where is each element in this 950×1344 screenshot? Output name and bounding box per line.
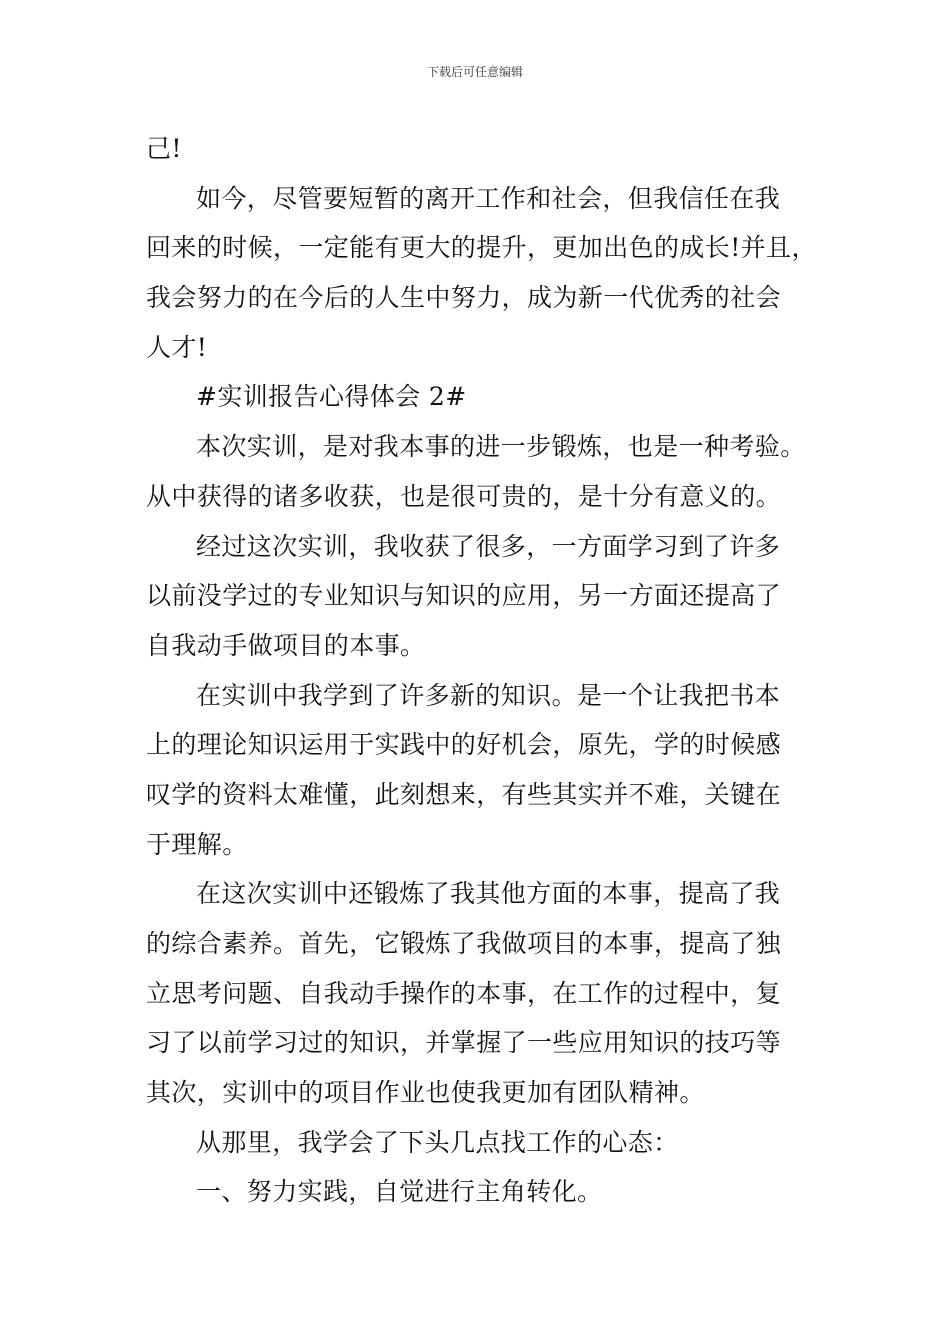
text-line: 回来的时候，一定能有更大的提升，更加出色的成长!并且，	[146, 233, 817, 263]
text-line: 自我动手做项目的本事。	[146, 630, 426, 660]
text-line: 己!	[146, 134, 182, 163]
text-line: 我会努力的在今后的人生中努力，成为新一代优秀的社会	[146, 283, 782, 313]
text-line: 从那里，我学会了下头几点找工作的心态：	[196, 1127, 679, 1157]
text-line: 的综合素养。首先，它锻炼了我做项目的本事，提高了独	[146, 929, 782, 958]
text-line: 其次，实训中的项目作业也使我更加有团队精神。	[146, 1078, 705, 1108]
text-line: 人才!	[146, 332, 208, 362]
text-line: 上的理论知识运用于实践中的好机会，原先，学的时候感	[146, 730, 782, 760]
text-line: 经过这次实训，我收获了很多，一方面学习到了许多	[196, 531, 781, 561]
text-line: 习了以前学习过的知识，并掌握了一些应用知识的技巧等	[146, 1028, 782, 1058]
text-line: 一、努力实践，自觉进行主角转化。	[196, 1177, 603, 1207]
text-line: 从中获得的诸多收获，也是很可贵的，是十分有意义的。	[146, 481, 782, 511]
text-line: 叹学的资料太难懂，此刻想来，有些其实并不难，关键在	[146, 779, 782, 809]
document-body	[146, 124, 826, 1217]
text-line: 于理解。	[146, 829, 248, 859]
section-heading: #实训报告心得体会 2#	[196, 382, 467, 412]
text-line: 立思考问题、自我动手操作的本事，在工作的过程中，复	[146, 978, 782, 1008]
text-line: 如今，尽管要短暂的离开工作和社会，但我信任在我	[196, 183, 781, 213]
text-line: 本次实训，是对我本事的进一步锻炼，也是一种考验。	[196, 432, 806, 462]
text-line: 以前没学过的专业知识与知识的应用，另一方面还提高了	[146, 581, 782, 611]
text-line: 在这次实训中还锻炼了我其他方面的本事，提高了我	[196, 879, 781, 909]
page-header: 下载后可任意编辑	[426, 65, 523, 79]
text-line: 在实训中我学到了许多新的知识。是一个让我把书本	[196, 680, 781, 710]
